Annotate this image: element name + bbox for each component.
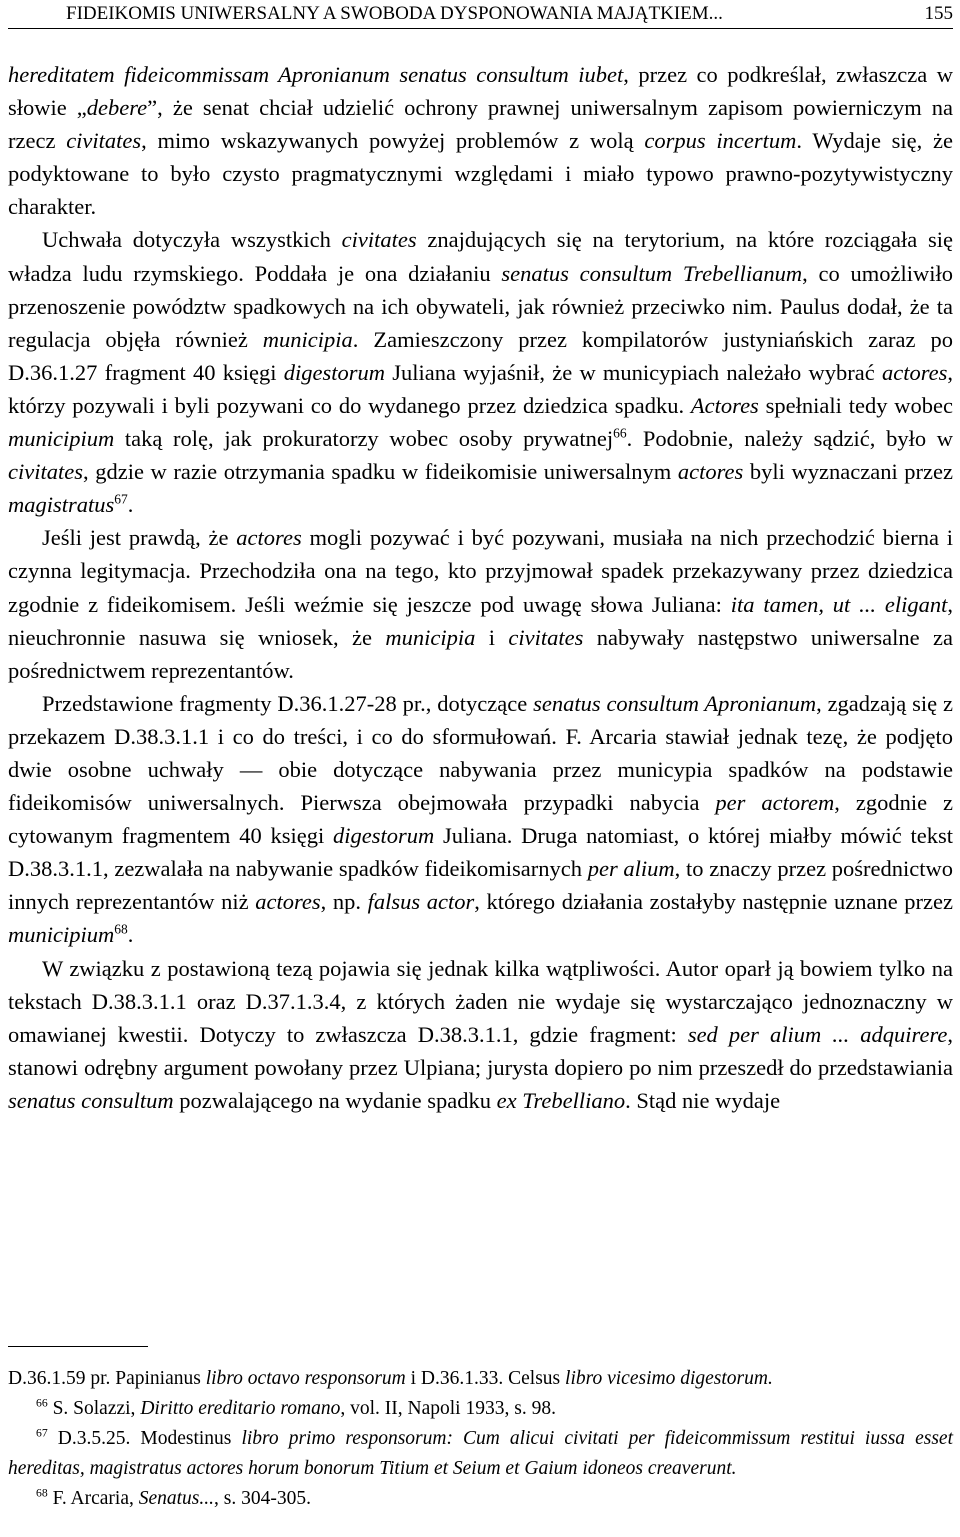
text-run: . <box>127 922 134 948</box>
latin-phrase: sed per alium ... adquirere <box>687 1021 948 1047</box>
page-number: 155 <box>924 3 953 24</box>
footnote-number: 66 <box>36 1396 48 1410</box>
latin-phrase: civitates <box>66 128 142 154</box>
latin-phrase: actores <box>236 525 302 551</box>
text-run: Juliana. Druga natomiast, o której miałby mówić tekst D.38.3.1.1, zezwalała na nabywanie spadków fideikomisarnych <box>8 823 953 882</box>
latin-phrase: libro primo responsorum: Cum alicui civitati per fideicommissum restitui iussa esset hereditas, magistratus actores horum bonorum Titium et Seium et Gaium idoneos creaverunt. <box>8 1428 953 1479</box>
latin-phrase: corpus incertum <box>644 128 797 154</box>
footnote-65-continued <box>8 1364 953 1394</box>
footnote-ref[interactable]: 66 <box>613 425 627 441</box>
text-run: , mimo wskazywanych powyżej problemów z wolą <box>141 128 645 154</box>
text-run: Jeśli jest prawdą, że <box>42 525 237 551</box>
text-run: spełniali tedy wobec <box>758 392 953 418</box>
footnote-67 <box>8 1424 953 1484</box>
latin-phrase: actores <box>881 359 948 385</box>
latin-phrase: falsus actor <box>367 889 475 915</box>
text-run: . Wydaje się, że podyktowane to było czysto pragmatycznymi względami i miało typowo prawno-pozytywistyczny charakter. <box>8 128 954 220</box>
text-run: , np. <box>320 889 368 915</box>
latin-phrase: ita tamen, ut ... eligant <box>730 591 948 617</box>
latin-phrase: Actores <box>690 392 759 418</box>
text-run: , co umożliwiło przenoszenie powództw spadkowych na ich obywateli, jak również przeciwko nim. Paulus dodał, że ta regulacja objęła również <box>8 260 953 352</box>
footnote-divider <box>8 1346 148 1347</box>
latin-phrase: civitates <box>8 459 83 485</box>
running-header <box>8 2 953 29</box>
text-run: , stanowi odrębny argument powołany przez Ulpiana; jurysta dopiero po nim przeszedł do przedstawiania <box>8 1021 953 1080</box>
text-run: byli wyznaczani przez <box>743 459 954 485</box>
latin-phrase: municipia <box>262 326 353 352</box>
paragraph-1 <box>8 58 953 223</box>
text-run: taką rolę, jak prokuratorzy wobec osoby prywatnej <box>114 426 614 452</box>
footnotes <box>8 1364 953 1514</box>
text-run: D.3.5.25. Modestinus <box>47 1428 242 1449</box>
text-run: znajdujących się na terytorium, na które rozciągała się władza ludu rzymskiego. Poddała je ona działaniu <box>8 227 953 286</box>
text-run: mogli pozywać i być pozywani, musiała na nich przechodzić bierna i czynna legitymacja. Przechodziła ona na tego, kto przyjmował spadek przekazywany przez dziedzica zgodnie z fideikomisem. Jeśli weźmie się jeszcze pod uwagę słowa Juliana: <box>8 525 953 617</box>
latin-phrase: municipia <box>385 624 476 650</box>
text-run: , gdzie w razie otrzymania spadku w fideikomisie uniwersalnym <box>82 459 678 485</box>
latin-phrase: municipium <box>8 426 115 452</box>
text-run: , s. 304-305. <box>214 1488 311 1509</box>
text-run: Uchwała dotyczyła wszystkich <box>42 227 342 253</box>
footnote-ref[interactable]: 68 <box>114 921 128 937</box>
latin-phrase: ex Trebelliano <box>496 1087 626 1113</box>
latin-phrase: debere <box>86 95 148 121</box>
paragraph-5 <box>8 952 953 1117</box>
latin-phrase: municipium <box>8 922 115 948</box>
text-run: , vol. II, Napoli 1933, s. 98. <box>340 1398 556 1419</box>
text-run: S. Solazzi, <box>47 1398 141 1419</box>
latin-phrase: senatus consultum Trebellianum <box>501 260 803 286</box>
text-run: W związku z postawioną tezą pojawia się jednak kilka wątpliwości. Autor oparł ją bowiem tylko na tekstach D.38.3.1.1 oraz D.37.1.3.4, z których żaden nie wydaje się wystarczająco jednoznaczny w omawianej kwestii. Dotyczy to zwłaszcza D.38.3.1.1, gdzie fragment: <box>8 955 953 1047</box>
latin-phrase: senatus consultum Apronianum <box>533 690 817 716</box>
latin-phrase: per actorem <box>715 790 835 816</box>
latin-phrase: actores <box>255 889 321 915</box>
text-run: D.36.1.59 pr. Papinianus <box>8 1368 206 1389</box>
text-run: Juliana wyjaśnił, że w municypiach należało wybrać <box>384 359 882 385</box>
text-run: , którzy pozywali i byli pozywani co do wydanego przez dziedzica spadku. <box>8 359 953 418</box>
text-run: . Zamieszczony przez kompilatorów justyniańskich zaraz po D.36.1.27 fragment 40 księgi <box>8 326 953 385</box>
latin-phrase: libro vicesimo digestorum. <box>565 1368 773 1389</box>
latin-phrase: digestorum <box>332 823 435 849</box>
latin-phrase: hereditatem fideicommissam Apronianum senatus consultum iubet <box>8 62 624 87</box>
latin-phrase: libro octavo responsorum <box>205 1368 406 1389</box>
paragraph-4 <box>8 687 953 952</box>
text-run: , nieuchronnie nasuwa się wniosek, że <box>8 591 953 650</box>
latin-phrase: senatus consultum <box>8 1087 174 1113</box>
footnote-66 <box>8 1394 953 1424</box>
text-run: i D.36.1.33. Celsus <box>405 1368 566 1389</box>
text-run: , którego działania zostałyby następnie uznane przez <box>474 889 954 915</box>
text-run: , przez co podkreślał, zwłaszcza w słowie „ <box>8 62 953 121</box>
footnote-68 <box>8 1484 953 1514</box>
book-title: Senatus... <box>138 1488 215 1509</box>
text-run: Przedstawione fragmenty D.36.1.27-28 pr., dotyczące <box>42 690 534 716</box>
latin-phrase: digestorum <box>283 359 385 385</box>
paragraph-3 <box>8 521 953 686</box>
paragraph-2 <box>8 223 953 521</box>
footnote-number: 68 <box>36 1486 48 1500</box>
text-run: . Stąd nie wydaje <box>625 1087 781 1113</box>
footnote-number: 67 <box>36 1426 48 1440</box>
text-run: , zgadzają się z przekazem D.38.3.1.1 i co do treści, i co do sformułowań. F. Arcaria stawiał jednak tezę, że podjęto dwie osobne uchwały — obie dotyczące nabywania przez municypia spadków na podstawie fideikomisów uniwersalnych. Pierwsza obejmowała przypadki nabycia <box>8 690 953 816</box>
latin-phrase: civitates <box>508 624 584 650</box>
text-run: . <box>127 492 134 518</box>
text-run: nabywały następstwo uniwersalne za pośrednictwem reprezentantów. <box>8 624 953 683</box>
text-run: . Podobnie, należy sądzić, było w <box>626 426 953 452</box>
text-run: i <box>475 624 509 650</box>
text-run: ”, że senat chciał udzielić ochrony prawnej uniwersalnym zapisom powierniczym na rzecz <box>8 95 953 154</box>
footnote-ref[interactable]: 67 <box>114 491 128 507</box>
text-run: pozwalającego na wydanie spadku <box>173 1087 497 1113</box>
main-text <box>8 58 953 1117</box>
latin-phrase: per alium <box>587 856 675 882</box>
text-run: , to znaczy przez pośrednictwo innych reprezentantów niż <box>8 856 953 915</box>
latin-phrase: actores <box>677 459 744 485</box>
latin-phrase: magistratus <box>8 492 115 518</box>
running-title: FIDEIKOMIS UNIWERSALNY A SWOBODA DYSPONOWANIA MAJĄTKIEM... <box>66 3 723 24</box>
latin-phrase: civitates <box>341 227 417 253</box>
text-run: F. Arcaria, <box>47 1488 139 1509</box>
text-run: , zgodnie z cytowanym fragmentem 40 księgi <box>8 790 953 849</box>
book-title: Diritto ereditario romano <box>140 1398 341 1419</box>
